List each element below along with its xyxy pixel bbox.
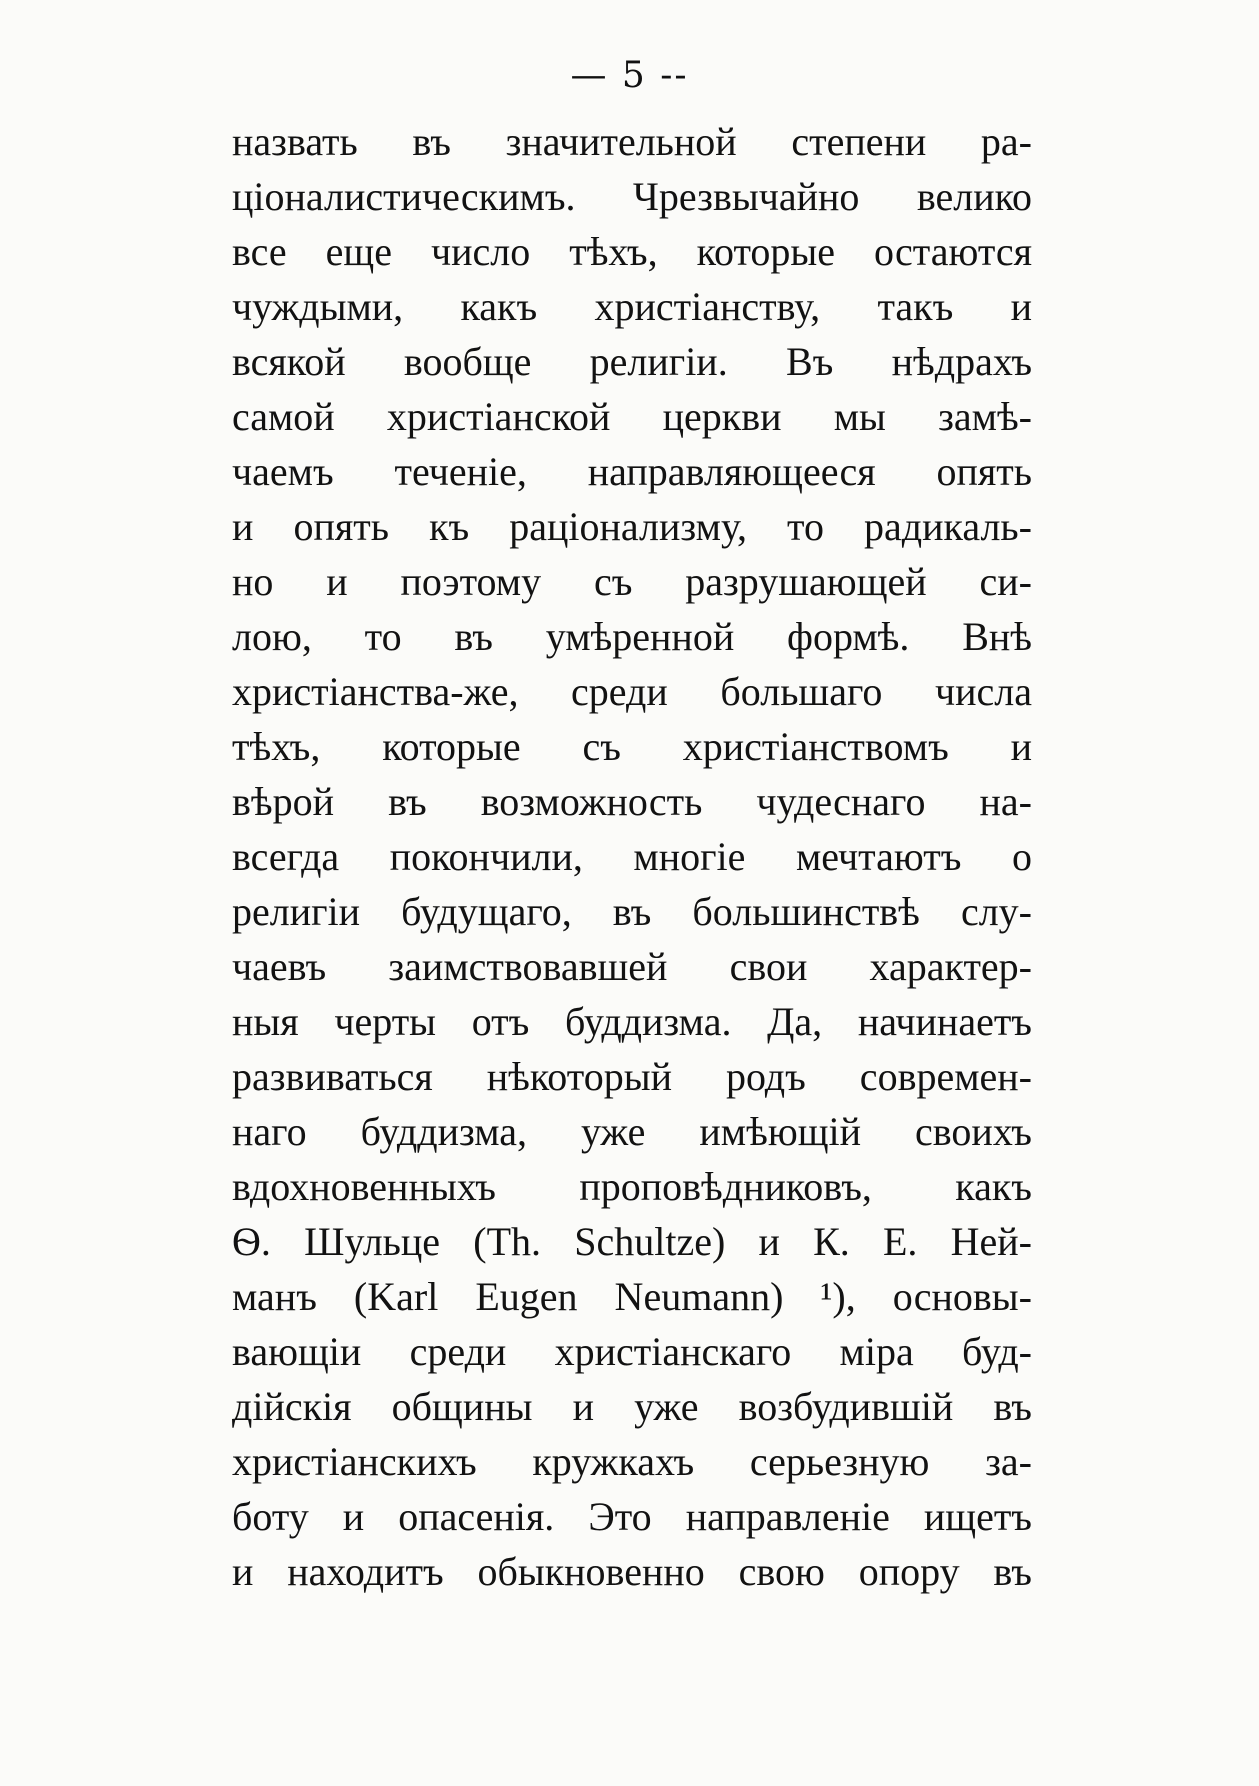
text-line: и находитъ обыкновенно свою опору въ (232, 1549, 1032, 1594)
text-line: всегда покончили, многіе мечтаютъ о (232, 834, 1032, 879)
text-line: всякой вообще религіи. Въ нѣдрахъ (232, 339, 1032, 384)
text-line: и опять къ раціонализму, то радикаль- (232, 504, 1032, 549)
text-line: ныя черты отъ буддизма. Да, начинаетъ (232, 999, 1032, 1044)
text-line: вѣрой въ возможность чудеснаго на- (232, 779, 1032, 824)
text-line: самой христіанской церкви мы замѣ- (232, 394, 1032, 439)
body-text (232, 114, 1032, 1599)
text-line: развиваться нѣкоторый родъ современ- (232, 1054, 1032, 1099)
text-line: ціоналистическимъ. Чрезвычайно велико (232, 174, 1032, 219)
text-line: чаевъ заимствовавшей свои характер- (232, 944, 1032, 989)
text-line: вающіи среди христіанскаго міра буд- (232, 1329, 1032, 1374)
text-line: чуждыми, какъ христіанству, такъ и (232, 284, 1032, 329)
text-line: наго буддизма, уже имѣющій своихъ (232, 1109, 1032, 1154)
text-line: боту и опасенія. Это направленіе ищетъ (232, 1494, 1032, 1539)
text-line: вдохновенныхъ проповѣдниковъ, какъ (232, 1164, 1032, 1209)
text-line: чаемъ теченіе, направляющееся опять (232, 449, 1032, 494)
text-line: манъ (Karl Eugen Neumann) ¹), основы- (232, 1274, 1032, 1319)
text-line: назвать въ значительной степени ра- (232, 119, 1032, 164)
text-line: религіи будущаго, въ большинствѣ слу- (232, 889, 1032, 934)
text-line: все еще число тѣхъ, которые остаются (232, 229, 1032, 274)
page-number: — 5 -- (570, 55, 689, 96)
text-line: лою, то въ умѣренной формѣ. Внѣ (232, 614, 1032, 659)
text-line: тѣхъ, которые съ христіанствомъ и (232, 724, 1032, 769)
text-line: но и поэтому съ разрушающей си- (232, 559, 1032, 604)
text-line: христіанства-же, среди большаго числа (232, 669, 1032, 714)
text-line: Ѳ. Шульце (Th. Schultze) и К. Е. Ней- (232, 1219, 1032, 1264)
text-line: христіанскихъ кружкахъ серьезную за- (232, 1439, 1032, 1484)
text-line: дійскія общины и уже возбудившій въ (232, 1384, 1032, 1429)
